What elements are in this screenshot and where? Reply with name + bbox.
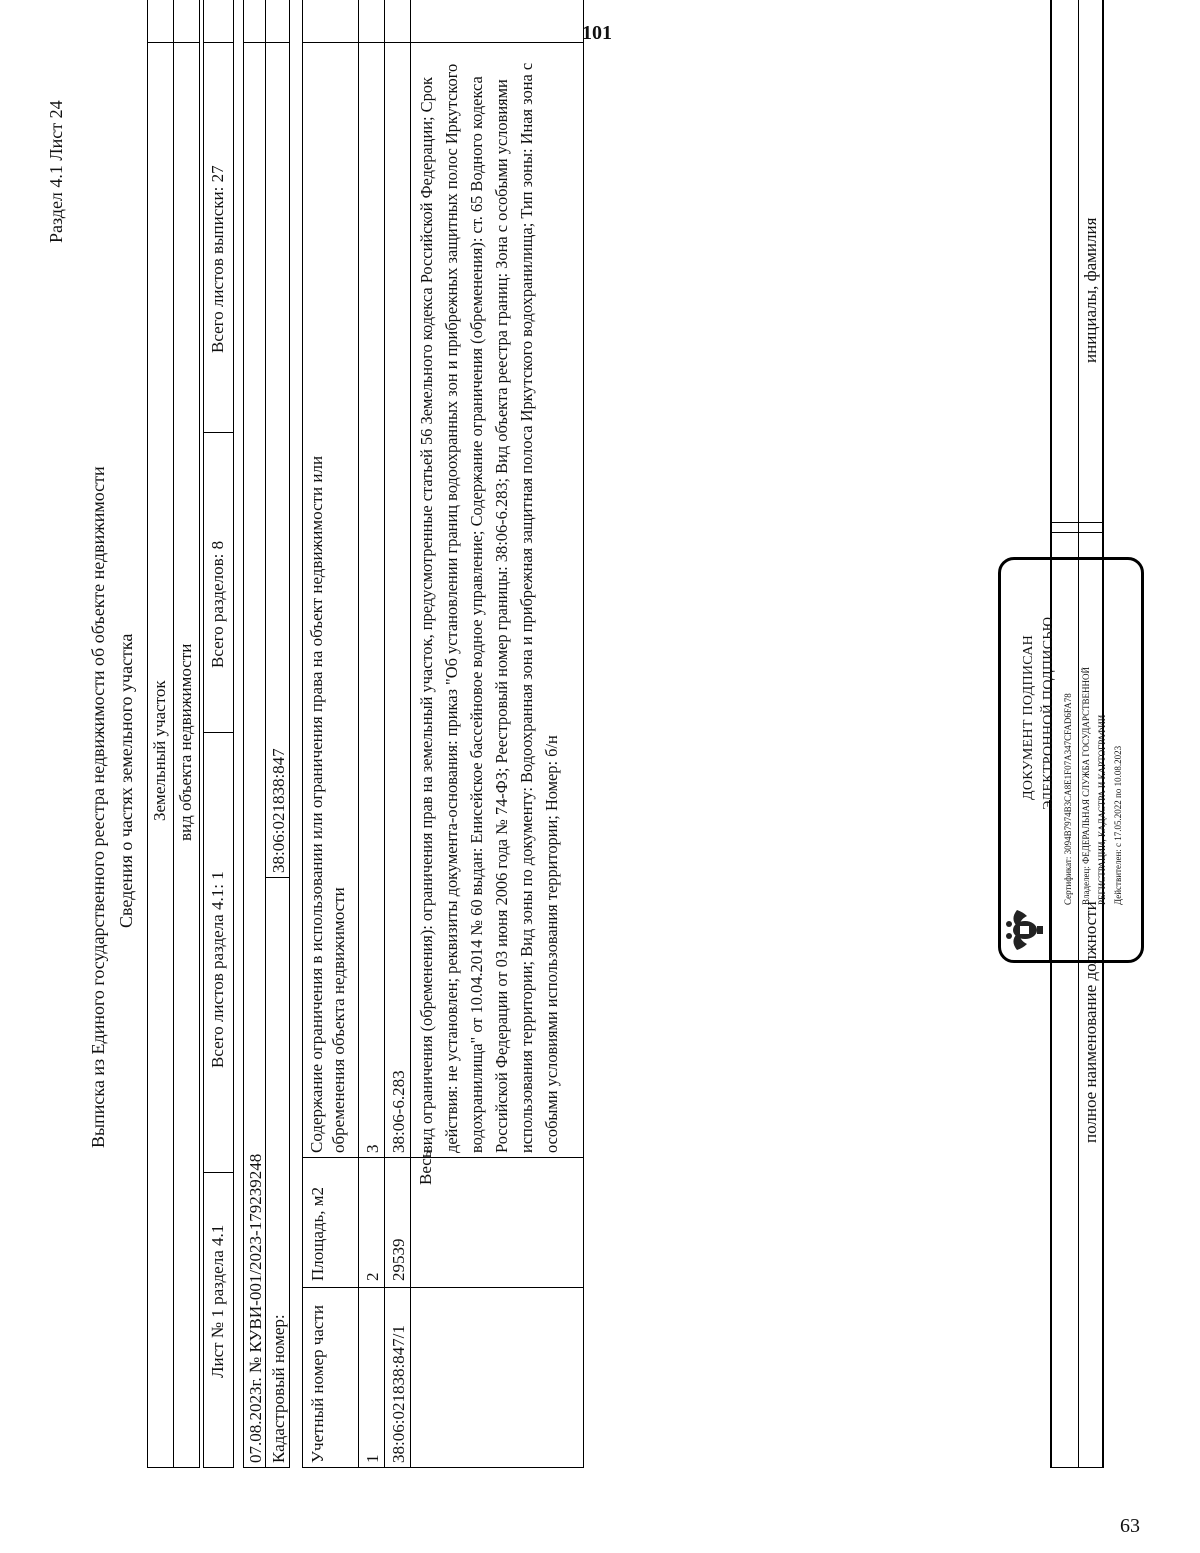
cadastral-value: 38:06:021838:847 xyxy=(269,748,288,873)
content-short-value: 38:06-6.283 xyxy=(389,1070,408,1153)
part-number-value: 38:06:021838:847/1 xyxy=(389,1325,408,1463)
header-content: Содержание ограничения в использовании или ограничения права на объект недвижимости или обременения объекта недвижимости xyxy=(307,455,348,1153)
page-number-bottom: 63 xyxy=(1120,1515,1140,1537)
area-whole-value: Весь xyxy=(416,1150,435,1185)
sheet-number: Лист № 1 раздела 4.1 xyxy=(208,1224,227,1378)
header-area: Площадь, м2 xyxy=(308,1186,327,1281)
document-reference: 07.08.2023г. № КУВИ-001/2023-179239248 xyxy=(246,1153,265,1463)
stamp-validity: Действителен: с 17.05.2022 по 10.08.2023 xyxy=(1113,745,1123,905)
total-sections: Всего разделов: 8 xyxy=(208,540,227,668)
electronic-signature-stamp xyxy=(998,557,1144,963)
name-caption: инициалы, фамилия xyxy=(1081,217,1100,363)
section-label: Раздел 4.1 Лист 24 xyxy=(46,100,66,243)
col-number-3: 3 xyxy=(363,1144,382,1153)
document-subtitle: Сведения о частях земельного участка xyxy=(116,633,136,928)
content-long-value: вид ограничения (обременения): ограничения прав на земельный участок, предусмотренные статьей 56 Земельного кодекса Российской Федерации; Срок действия: не установлен; реквизиты документа-основания: приказ "Об установлении границ водоохранных зон и прибрежных защитных полос Иркутского водохранилища" от 10.04.2014 № 60 выдан: Енисейское бассейновое водное управление; Содержание ограничения (обременения): ст. 65 Водного кодекса Российской Федерации от 03 июня 2006 года № 74-ФЗ; Реестровый номер границы: 38:06-6.283; Вид объекта реестра границ: Зона с особыми условиями использования территории; Вид зоны по документу: Водоохранная зона и прибрежная защитная полоса Иркутского водохранилища; Тип зоны: Иная зона с особыми условиями использования территории; Номер: б/н xyxy=(417,62,561,1153)
stamp-line1: ДОКУМЕНТ ПОДПИСАН xyxy=(1021,634,1036,800)
stamp-line2: ЭЛЕКТРОННОЙ ПОДПИСЬЮ xyxy=(1041,616,1056,810)
header-part-number: Учетный номер части xyxy=(308,1305,327,1463)
sheets-in-section: Всего листов раздела 4.1: 1 xyxy=(208,871,227,1068)
total-sheets: Всего листов выписки: 27 xyxy=(208,165,227,353)
emblem-icon xyxy=(1003,906,1047,954)
position-caption: полное наименование должности xyxy=(1081,901,1100,1143)
col-number-2: 2 xyxy=(363,1272,382,1281)
document-title: Выписка из Единого государственного реестра недвижимости об объекте недвижимости xyxy=(88,466,108,1148)
cadastral-label: Кадастровый номер: xyxy=(269,1314,288,1463)
col-number-1: 1 xyxy=(363,1454,382,1463)
object-type-caption: вид объекта недвижимости xyxy=(176,643,195,841)
area-value: 29539 xyxy=(389,1238,408,1281)
stamp-owner-line2: РЕГИСТРАЦИИ, КАДАСТРА И КАРТОГРАФИИ xyxy=(1097,714,1107,905)
stamp-certificate: Сертификат: 3094B7974B3CA8E1F07A347CFAD6FA78 xyxy=(1063,693,1073,905)
page-number-top: 101 xyxy=(582,22,612,44)
stamp-owner-line1: Владелец: ФЕДЕРАЛЬНАЯ СЛУЖБА ГОСУДАРСТВЕННОЙ xyxy=(1081,666,1091,905)
object-type-value: Земельный участок xyxy=(150,680,169,821)
